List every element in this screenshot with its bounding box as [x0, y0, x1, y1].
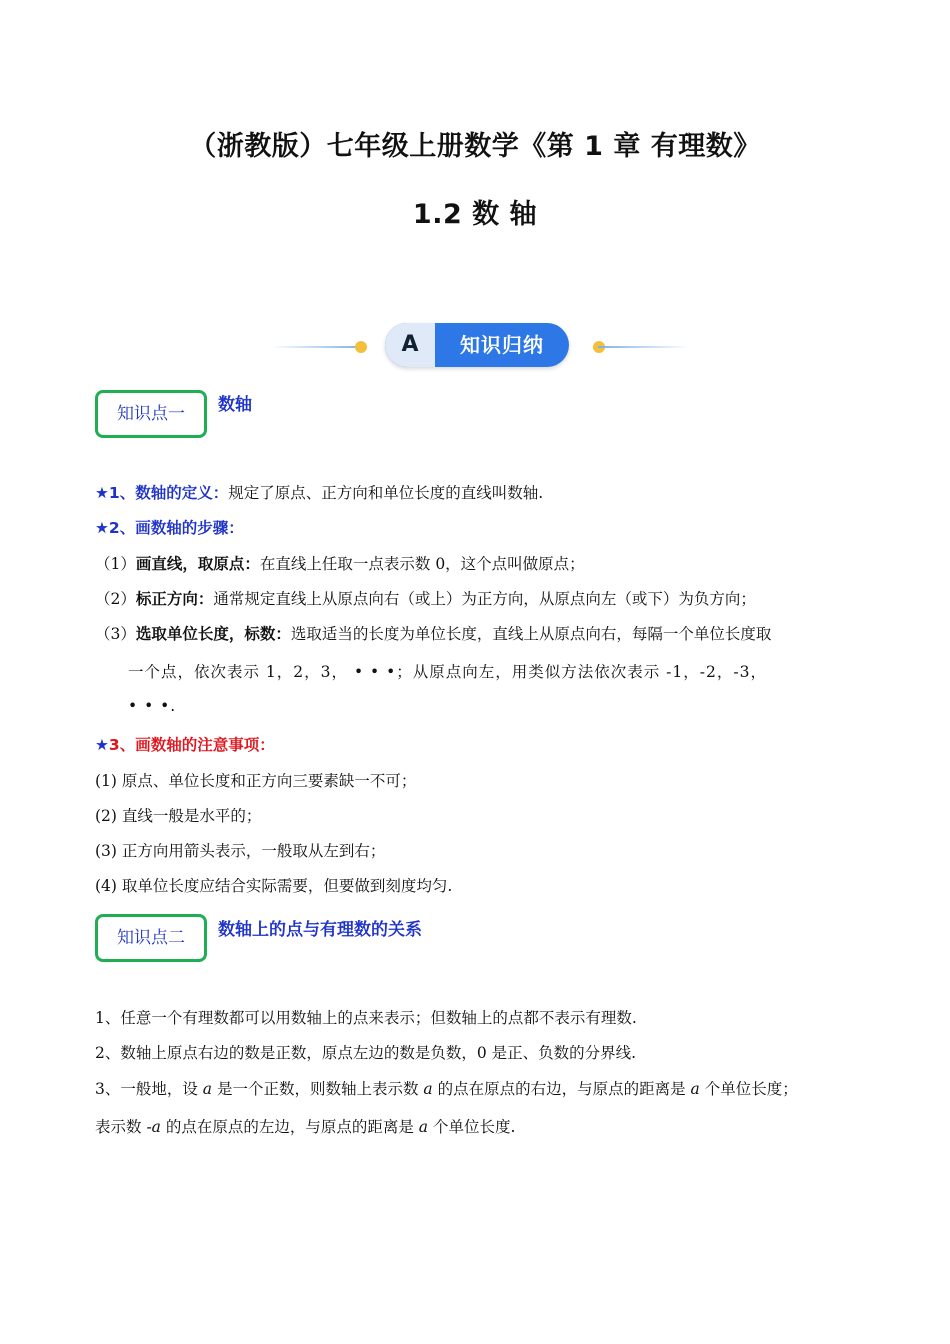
note-item: (2) 直线一般是水平的； — [95, 807, 262, 825]
text-fragment: 的点在原点的左边，与原点的距离是 — [160, 1118, 419, 1136]
relation-point-3-continued — [95, 1115, 515, 1137]
step-1 — [95, 552, 585, 574]
note-item: (3) 正方向用箭头表示，一般取从左到右； — [95, 842, 386, 860]
steps-label: 2、画数轴的步骤： — [108, 519, 244, 537]
banner-line-left — [270, 346, 362, 348]
step-3 — [95, 622, 771, 644]
relation-point-2: 2、数轴上原点右边的数是正数，原点左边的数是负数，0 是正、负数的分界线. — [95, 1044, 637, 1062]
variable-neg-a: -a — [146, 1118, 161, 1136]
text-fragment: 表示数 — [95, 1118, 147, 1136]
note-item: (4) 取单位长度应结合实际需要，但要做到刻度均匀. — [95, 877, 453, 895]
step-3-continued: 一个点，依次表示 1，2，3， • • •；从原点向左，用类似方法依次表示 -1，-2，-3， — [128, 663, 767, 681]
step-text: 选取适当的长度为单位长度，直线上从原点向右，每隔一个单位长度取 — [290, 625, 772, 643]
text-fragment: 个单位长度； — [699, 1080, 798, 1098]
text-fragment: 的点在原点的右边，与原点的距离是 — [432, 1080, 691, 1098]
page-title: （浙教版）七年级上册数学《第 1 章 有理数》 — [189, 131, 761, 162]
section-subtitle: 1.2 数 轴 — [412, 199, 538, 230]
notes-label: 3、画数轴的注意事项： — [108, 736, 275, 754]
definition-text: 规定了原点、正方向和单位长度的直线叫数轴. — [228, 484, 544, 502]
step-num: （1） — [95, 555, 136, 573]
banner-letter: A — [385, 323, 435, 367]
step-2 — [95, 587, 756, 609]
text-fragment: 是一个正数，则数轴上表示数 — [212, 1080, 424, 1098]
banner-line-right — [598, 346, 690, 348]
definition-line — [95, 481, 543, 503]
star-icon: ★ — [95, 484, 109, 502]
knowledge-point-2-box: 知识点二 — [95, 914, 207, 962]
step-label: 画直线，取原点： — [135, 555, 260, 573]
variable-a: a — [418, 1118, 429, 1136]
relation-point-1: 1、任意一个有理数都可以用数轴上的点来表示；但数轴上的点都不表示有理数. — [95, 1009, 637, 1027]
relation-point-3 — [95, 1077, 798, 1099]
knowledge-point-1-box: 知识点一 — [95, 390, 207, 438]
step-3-continued-2: • • •. — [128, 697, 177, 715]
knowledge-point-2-title: 数轴上的点与有理数的关系 — [218, 920, 422, 940]
step-text: 在直线上任取一点表示数 0，这个点叫做原点； — [259, 555, 585, 573]
variable-a: a — [690, 1080, 700, 1098]
definition-label: 1、数轴的定义： — [108, 484, 229, 502]
text-fragment: 3、一般地，设 — [95, 1080, 203, 1098]
banner-dot-left — [355, 341, 367, 353]
note-item: (1) 原点、单位长度和正方向三要素缺一不可； — [95, 772, 417, 790]
step-label: 选取单位长度，标数： — [135, 625, 291, 643]
variable-a: a — [423, 1080, 433, 1098]
star-icon: ★ — [95, 519, 109, 537]
star-icon: ★ — [95, 736, 109, 754]
steps-heading — [95, 516, 244, 538]
step-num: （2） — [95, 590, 136, 608]
variable-a: a — [202, 1080, 213, 1098]
step-text: 通常规定直线上从原点向右（或上）为正方向，从原点向左（或下）为负方向； — [213, 590, 756, 608]
banner-text: 知识归纳 — [460, 333, 544, 357]
section-banner — [270, 318, 690, 376]
knowledge-point-1-title: 数轴 — [218, 395, 252, 415]
notes-heading — [95, 733, 275, 755]
text-fragment: 个单位长度. — [428, 1118, 516, 1136]
banner-pill — [385, 323, 569, 367]
step-num: （3） — [95, 625, 136, 643]
step-label: 标正方向： — [135, 590, 214, 608]
